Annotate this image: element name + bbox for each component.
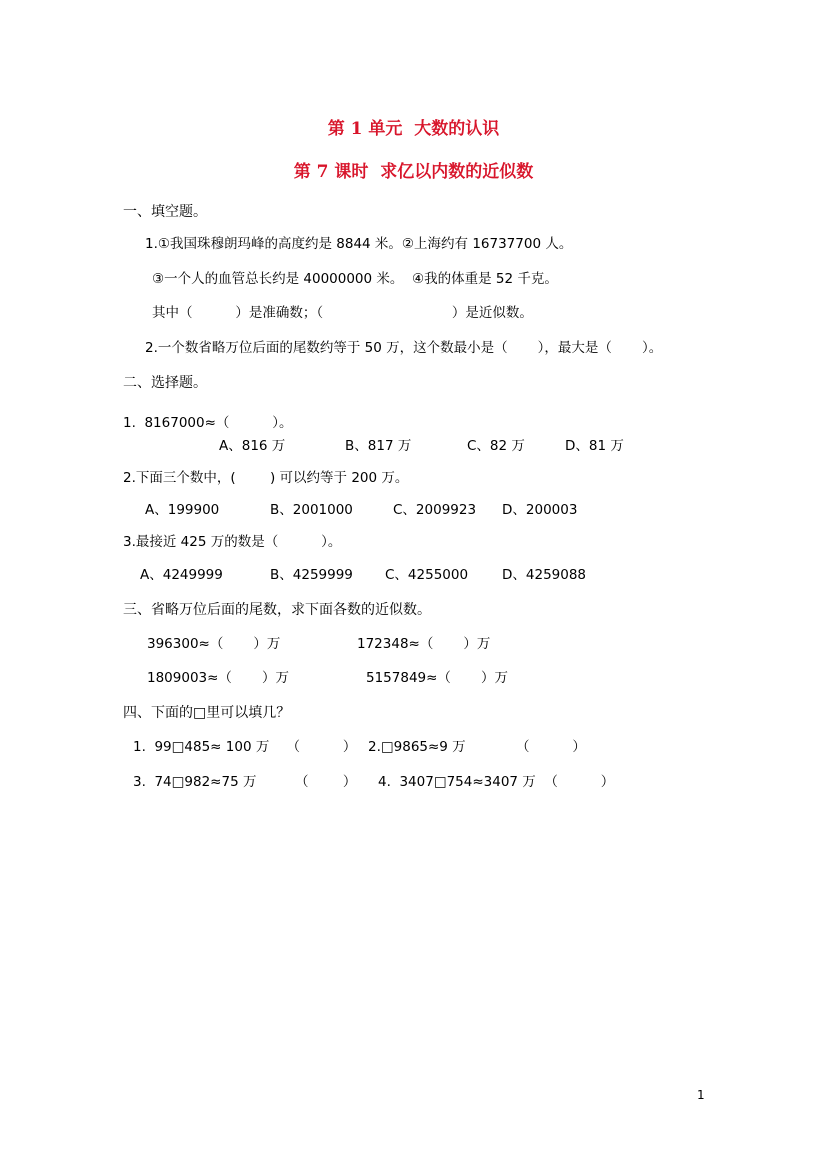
section3-item: 172348≈（ ）万 bbox=[357, 636, 491, 652]
section2-q2-option-c: C、2009923 bbox=[393, 502, 477, 518]
section4-item: 2.□9865≈9 万 bbox=[368, 739, 466, 755]
section4-item: 3. 74□982≈75 万 bbox=[133, 774, 257, 790]
section2-q2: 2.下面三个数中，( ) 可以约等于 200 万。 bbox=[123, 470, 409, 486]
section2-heading: 二、选择题。 bbox=[123, 375, 207, 391]
section2-q1-option-b: B、817 万 bbox=[345, 438, 412, 454]
section4-item: （ ） bbox=[516, 739, 586, 755]
unit-title: 第 1 单元 大数的认识 bbox=[327, 119, 500, 139]
section2-q3-option-a: A、4249999 bbox=[140, 567, 223, 583]
section3-item: 1809003≈（ ）万 bbox=[147, 670, 289, 686]
section2-q3-option-b: B、4259999 bbox=[270, 567, 353, 583]
section3-item: 396300≈（ ）万 bbox=[147, 636, 281, 652]
lesson-title: 第 7 课时 求亿以内数的近似数 bbox=[293, 162, 534, 182]
section2-q1-option-d: D、81 万 bbox=[565, 438, 624, 454]
section1-q2: 2.一个数省略万位后面的尾数约等于 50 万，这个数最小是（ ），最大是（ ）。 bbox=[145, 340, 663, 356]
section2-q2-option-a: A、199900 bbox=[145, 502, 220, 518]
section2-q3: 3.最接近 425 万的数是（ ）。 bbox=[123, 534, 342, 550]
section2-q3-option-d: D、4259088 bbox=[502, 567, 587, 583]
section2-q3-option-c: C、4255000 bbox=[385, 567, 469, 583]
section3-item: 5157849≈（ ）万 bbox=[366, 670, 508, 686]
section2-q1: 1. 8167000≈（ ）。 bbox=[123, 415, 293, 431]
section2-q2-option-d: D、200003 bbox=[502, 502, 578, 518]
section1-q1-line3: 其中（ ）是准确数；（ ）是近似数。 bbox=[152, 305, 533, 321]
section4-heading: 四、下面的□里可以填几？ bbox=[123, 705, 291, 721]
section4-item: 4. 3407□754≈3407 万 （ ） bbox=[378, 774, 615, 790]
section3-heading: 三、省略万位后面的尾数，求下面各数的近似数。 bbox=[123, 602, 431, 618]
section1-heading: 一、填空题。 bbox=[123, 204, 207, 220]
section2-q2-option-b: B、2001000 bbox=[270, 502, 353, 518]
section4-item: 1. 99□485≈ 100 万 （ ） bbox=[133, 739, 357, 755]
section2-q1-option-c: C、82 万 bbox=[467, 438, 525, 454]
section4-item: （ ） bbox=[295, 774, 357, 790]
section2-q1-option-a: A、816 万 bbox=[219, 438, 286, 454]
section1-q1-line2: ③一个人的血管总长约是 40000000 米。 ④我的体重是 52 千克。 bbox=[152, 271, 558, 287]
section1-q1-line1: 1.①我国珠穆朗玛峰的高度约是 8844 米。②上海约有 16737700 人。 bbox=[145, 236, 573, 252]
page-number: 1 bbox=[697, 1088, 705, 1102]
